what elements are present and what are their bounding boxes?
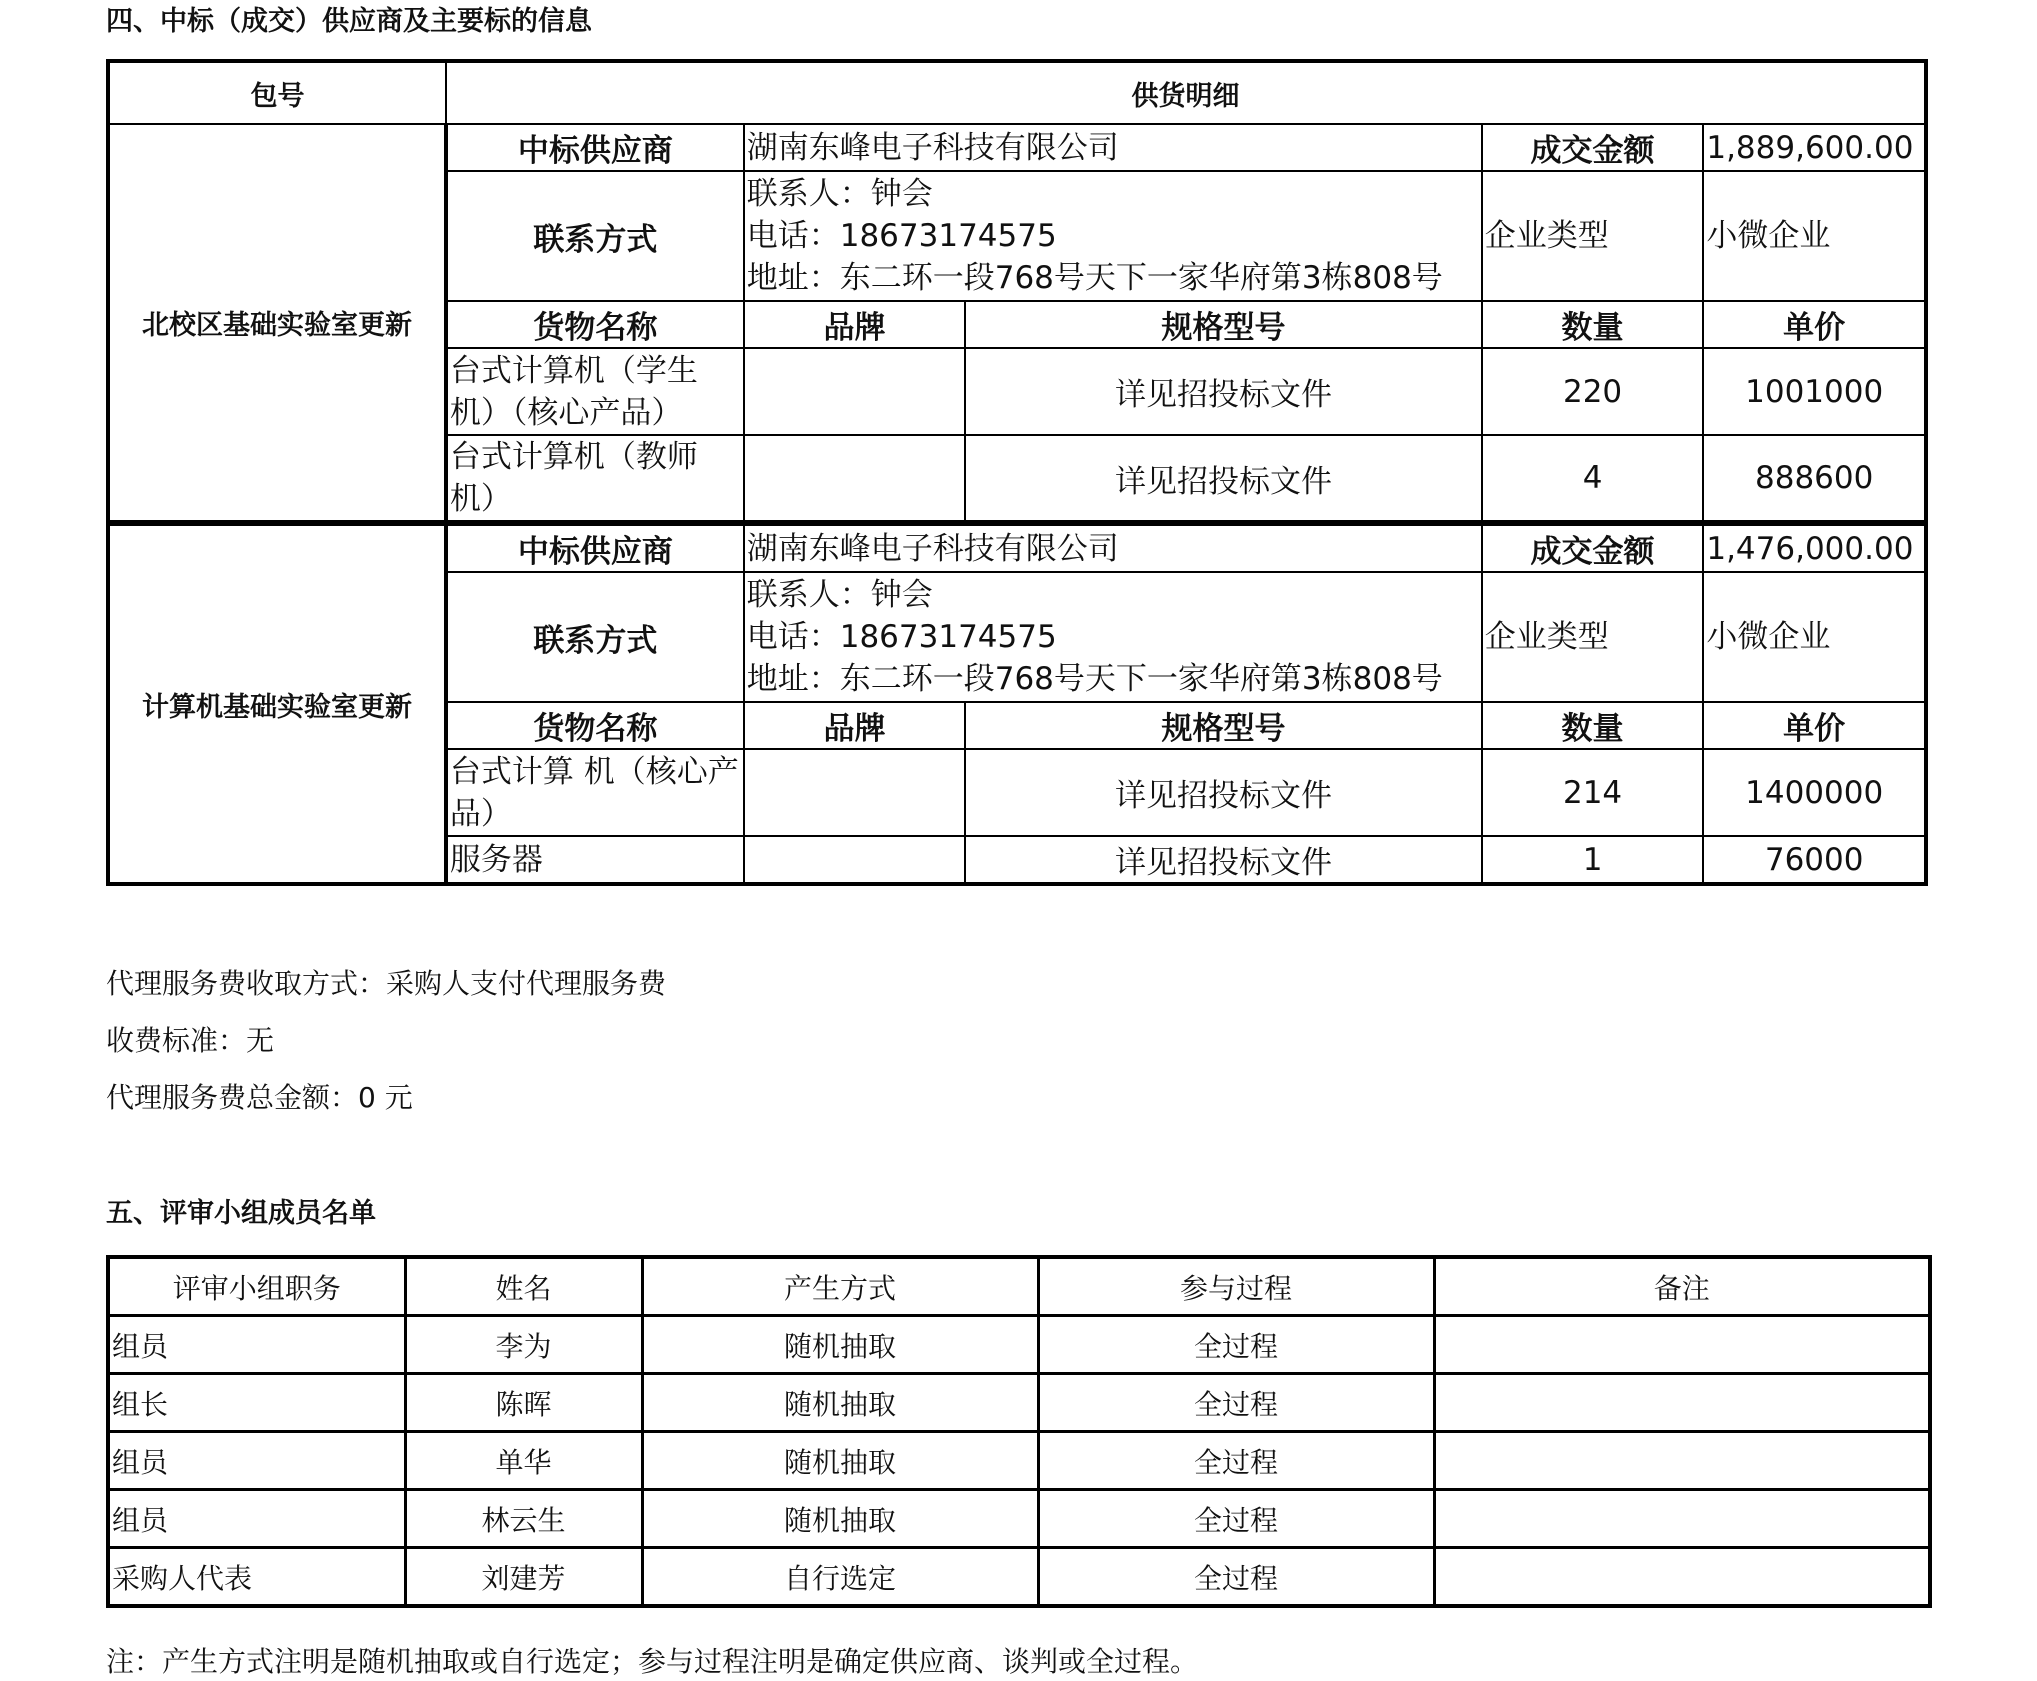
member-method: 随机抽取 [642,1316,1038,1374]
goods-spec: 详见招投标文件 [965,749,1481,836]
package-header: 包号 [108,61,446,124]
goods-quantity: 4 [1482,435,1704,523]
member-name: 李为 [405,1316,642,1374]
contact-address: 地址：东二环一段768号天下一家华府第3栋808号 [746,661,1443,697]
member-method: 随机抽取 [642,1432,1038,1490]
member-remark [1434,1548,1930,1607]
member-role: 组员 [108,1490,405,1548]
goods-name-label: 货物名称 [446,702,744,749]
member-remark [1434,1490,1930,1548]
fee-standard-text: 收费标准：无 [106,1024,275,1057]
member-role: 采购人代表 [108,1548,405,1607]
goods-spec: 详见招投标文件 [965,836,1481,884]
contact-phone: 电话：18673174575 [746,619,1057,655]
contact-label: 联系方式 [446,572,744,702]
package-2-amount: 1,476,000.00 [1703,523,1926,572]
goods-name-label: 货物名称 [446,301,744,348]
member-role: 组长 [108,1374,405,1432]
package-1-supplier-row [108,124,1926,171]
footnote: 注：产生方式注明是随机抽取或自行选定；参与过程注明是确定供应商、谈判或全过程。 [106,1645,1199,1678]
goods-quantity: 214 [1482,749,1704,836]
member-process: 全过程 [1038,1432,1434,1490]
column-header-role: 评审小组职务 [108,1257,405,1316]
member-method: 随机抽取 [642,1374,1038,1432]
review-header-row [108,1257,1930,1316]
member-method: 随机抽取 [642,1490,1038,1548]
member-role: 组员 [108,1432,405,1490]
goods-name: 台式计算机（学生机）（核心产品） [446,348,744,435]
member-process: 全过程 [1038,1374,1434,1432]
table-row [108,1316,1930,1374]
column-header-method: 产生方式 [642,1257,1038,1316]
member-process: 全过程 [1038,1548,1434,1607]
goods-unit-price: 1400000 [1703,749,1926,836]
column-header-remark: 备注 [1434,1257,1930,1316]
goods-brand [744,836,966,884]
section-5-title: 五、评审小组成员名单 [106,1198,376,1229]
member-remark [1434,1432,1930,1490]
column-header-process: 参与过程 [1038,1257,1434,1316]
goods-brand [744,749,966,836]
goods-spec: 详见招投标文件 [965,435,1481,523]
unit-price-label: 单价 [1703,301,1926,348]
contact-phone: 电话：18673174575 [746,218,1057,254]
goods-spec: 详见招投标文件 [965,348,1481,435]
table-row [108,1548,1930,1607]
enterprise-type-label: 企业类型 [1482,171,1704,301]
goods-brand [744,435,966,523]
unit-price-label: 单价 [1703,702,1926,749]
brand-label: 品牌 [744,301,966,348]
member-name: 陈晖 [405,1374,642,1432]
package-2-contact [744,572,1482,702]
package-2-supplier: 湖南东峰电子科技有限公司 [744,523,1482,572]
goods-quantity: 1 [1482,836,1704,884]
goods-name: 台式计算 机（核心产品） [446,749,744,836]
member-remark [1434,1316,1930,1374]
goods-name: 服务器 [446,836,744,884]
package-2-enterprise-type: 小微企业 [1703,572,1926,702]
section-4-title: 四、中标（成交）供应商及主要标的信息 [106,6,592,37]
member-process: 全过程 [1038,1316,1434,1374]
quantity-label: 数量 [1482,702,1704,749]
quantity-label: 数量 [1482,301,1704,348]
member-role: 组员 [108,1316,405,1374]
member-method: 自行选定 [642,1548,1038,1607]
contact-label: 联系方式 [446,171,744,301]
supplier-label: 中标供应商 [446,523,744,572]
package-1-name: 北校区基础实验室更新 [108,124,446,523]
supplier-detail-table [106,59,1928,886]
member-remark [1434,1374,1930,1432]
table-row [108,1374,1930,1432]
package-1-contact [744,171,1482,301]
package-1-amount: 1,889,600.00 [1703,124,1926,171]
brand-label: 品牌 [744,702,966,749]
supplier-label: 中标供应商 [446,124,744,171]
enterprise-type-label: 企业类型 [1482,572,1704,702]
table-row [108,1490,1930,1548]
contact-person: 联系人：钟会 [746,176,933,212]
member-name: 林云生 [405,1490,642,1548]
package-1-enterprise-type: 小微企业 [1703,171,1926,301]
contact-person: 联系人：钟会 [746,577,933,613]
review-panel-table [106,1255,1932,1608]
package-2-supplier-row [108,523,1926,572]
fee-method-text: 代理服务费收取方式：采购人支付代理服务费 [106,967,667,1000]
spec-label: 规格型号 [965,702,1481,749]
table-row [108,1432,1930,1490]
goods-unit-price: 76000 [1703,836,1926,884]
goods-quantity: 220 [1482,348,1704,435]
fee-total-text: 代理服务费总金额：0 元 [106,1081,413,1114]
goods-name: 台式计算机（教师机） [446,435,744,523]
column-header-name: 姓名 [405,1257,642,1316]
package-2-name: 计算机基础实验室更新 [108,523,446,884]
amount-label: 成交金额 [1482,523,1704,572]
member-name: 单华 [405,1432,642,1490]
goods-unit-price: 888600 [1703,435,1926,523]
contact-address: 地址：东二环一段768号天下一家华府第3栋808号 [746,260,1443,296]
goods-brand [744,348,966,435]
goods-unit-price: 1001000 [1703,348,1926,435]
detail-header: 供货明细 [446,61,1926,124]
amount-label: 成交金额 [1482,124,1704,171]
supply-header-row [108,61,1926,124]
member-name: 刘建芳 [405,1548,642,1607]
spec-label: 规格型号 [965,301,1481,348]
package-1-supplier: 湖南东峰电子科技有限公司 [744,124,1482,171]
member-process: 全过程 [1038,1490,1434,1548]
